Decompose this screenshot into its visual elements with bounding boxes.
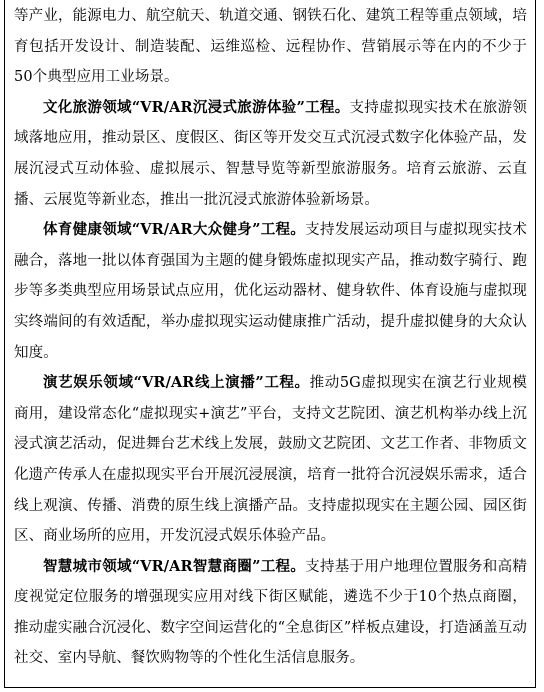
paragraph-culture-tourism	[14, 93, 527, 215]
paragraph-body: 支持虚拟现实技术在旅游领域落地应用，推动景区、度假区、街区等开发交互式沉浸式数字化体验产品，发展沉浸式互动体验、虚拟展示、智慧导览等新型旅游服务。培育云旅游、云直播、云展览等新业态，推出一批沉浸式旅游体验新场景。	[14, 99, 527, 208]
paragraph-heading: 演艺娱乐领域“VR/AR线上演播”工程。	[43, 374, 310, 392]
paragraph-heading: 文化旅游领域“VR/AR沉浸式旅游体验”工程。	[43, 98, 350, 116]
paragraph-body: 支持基于用户地理位置服务和高精度视觉定位服务的增强现实应用对线下街区赋能，遴选不少于10个热点商圈，推动虚实融合沉浸化、数字空间运营化的“全息街区”样板点建设，打造涵盖互动社交、室内导航、餐饮购物等的个性化生活信息服务。	[14, 558, 527, 667]
paragraph-body: 支持发展运动项目与虚拟现实技术融合，落地一批以体育强国为主题的健身锻炼虚拟现实产品，推动数字骑行、跑步等多类典型应用场景试点应用，优化运动器材、健身软件、体育设施与虚拟现实终端间的有效适配，举办虚拟现实运动健康推广活动，提升虚拟健身的大众认知度。	[14, 222, 527, 361]
paragraph-sports-health	[14, 215, 527, 368]
paragraph-performing-arts	[14, 368, 527, 552]
paragraph-body: 等产业，能源电力、航空航天、轨道交通、钢铁石化、建筑工程等重点领域，培育包括开发设计、制造装配、运维巡检、远程协作、营销展示等在内的不少于50个典型应用工业场景。	[14, 8, 527, 86]
paragraph-heading: 智慧城市领域“VR/AR智慧商圈”工程。	[43, 557, 306, 575]
document-frame	[4, 0, 536, 688]
paragraph-body: 推动5G虚拟现实在演艺行业规模商用，建设常态化“虚拟现实+演艺”平台，支持文艺院团、演艺机构举办线上沉浸式演艺活动，促进舞台艺术线上发展，鼓励文艺院团、文艺工作者、非物质文化遗产传承人在虚拟现实平台开展沉浸展演，培育一批符合沉浸娱乐需求，适合线上观演、传播、消费的原生线上演播产品。支持虚拟现实在主题公园、园区街区、商业场所的应用，开发沉浸式娱乐体验产品。	[14, 375, 527, 545]
paragraph-smart-city	[14, 552, 527, 674]
paragraph-heading: 体育健康领域“VR/AR大众健身”工程。	[43, 221, 306, 239]
paragraph-industry-continued	[14, 1, 527, 93]
